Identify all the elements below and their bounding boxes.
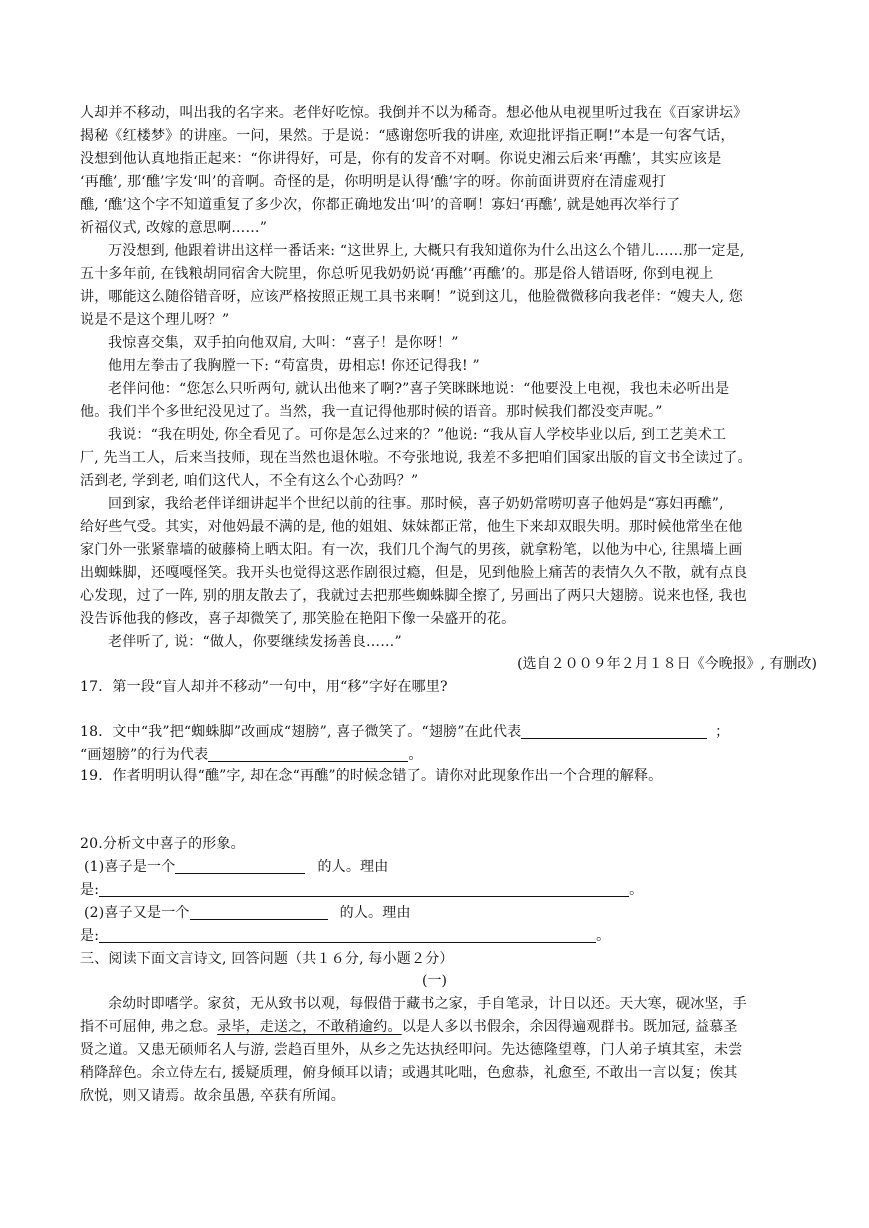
story-text-line: 心发现，过了一阵, 别的朋友散去了，我就过去把那些蜘蛛脚全擦了, 另画出了两只大翅膀。说来也怪, 我也 — [80, 588, 747, 604]
underlined-sentence: 录毕，走送之，不敢稍逾约。 — [217, 1019, 402, 1035]
story-text-line: 说是不是这个理儿呀？” — [80, 312, 230, 328]
story-text-line: 他。我们半个多世纪没见过了。当然，我一直记得他那时候的语音。那时候我们都没变声呢。” — [80, 404, 663, 420]
classical-text-line: 贤之道。又患无硕师名人与游, 尝趋百里外，从乡之先达执经叩问。先达德隆望尊，门人弟子填其室，未尝 — [80, 1042, 743, 1058]
story-text-line: ‘再醮’, 那‘醮’字发‘叫’的音啊。奇怪的是，你明明是认得‘醮’字的呀。你前面讲贾府在清虚观打 — [80, 174, 667, 190]
answer-blank-18b[interactable] — [208, 747, 408, 762]
story-text-line: 没想到他认真地指正起来：“你讲得好，可是，你有的发音不对啊。你说史湘云后来‘再醮’，其实应该是 — [80, 151, 722, 167]
question-20-1: (1)喜子是一个 的人。理由 — [84, 859, 389, 875]
story-text-line: 家门外一张紧靠墙的破藤椅上晒太阳。有一次，我们几个淘气的男孩，就拿粉笔，以他为中心, 往黑墙上画 — [80, 542, 743, 558]
story-text-line: 老伴问他：“您怎么只听两句, 就认出他来了啊?”喜子笑眯眯地说：“他要没上电视，我也未必听出是 — [108, 381, 730, 397]
story-text-line: 五十多年前, 在钱粮胡同宿舍大院里，你总听见我奶奶说‘再醮’‘再醮’的。那是俗人错语呀, 你到电视上 — [80, 266, 714, 282]
story-text-line: 给好些气受。其实，对他妈最不满的是, 他的姐姐、妹妹都正常，他生下来却双眼失明。那时候他常坐在他 — [80, 519, 743, 535]
question-18: 18．文中“我”把“蜘蛛脚”改画成“翅膀”, 喜子微笑了。“翅膀”在此代表 ； — [80, 724, 730, 740]
section-heading: 三、阅读下面文言诗文, 回答问题（共１６分, 每小题２分） — [80, 951, 454, 967]
answer-blank-20-1-reason[interactable] — [99, 882, 629, 897]
story-text-line: 老伴听了, 说：“做人，你要继续发扬善良……” — [108, 634, 402, 650]
source-citation: (选自２００９年２月１８日《今晚报》, 有删改) — [517, 656, 817, 672]
answer-blank-20-2-reason[interactable] — [99, 928, 596, 943]
question-20-2-reason: 是: 。 — [80, 928, 611, 944]
question-18-text: 18．文中“我”把“蜘蛛脚”改画成“翅膀”, 喜子微笑了。“翅膀”在此代表 — [80, 724, 522, 740]
story-text-line: 没告诉他我的修改，喜子却微笑了, 那笑脸在艳阳下像一朵盛开的花。 — [80, 611, 516, 627]
story-text-line: 厂, 先当工人，后来当技师，现在当然也退休啦。不夸张地说, 我差不多把咱们国家出版的盲文书全读过了。 — [80, 450, 752, 466]
story-text-line: 揭秘《红楼梦》的讲座。一问，果然。于是说：“感谢您听我的讲座, 欢迎批评指正啊!”本是一句客气话， — [80, 128, 735, 144]
question-20: 20.分析文中喜子的形象。 — [80, 836, 245, 852]
story-text-line: 出蜘蛛脚，还嘎嘎怪笑。我开头也觉得这恶作剧很过瘾，但是，见到他脸上痛苦的表情久久不散，就有点良 — [80, 565, 748, 581]
story-text-line: 祈福仪式, 改嫁的意思啊……” — [80, 220, 268, 236]
answer-blank-20-2[interactable] — [190, 905, 328, 920]
story-text-line: 我说：“我在明处, 你全看见了。可你是怎么过来的？”他说: “我从盲人学校毕业以后, 到工艺美术工 — [108, 427, 727, 443]
story-text-line: 醮, ‘醮’这个字不知道重复了多少次，你都正确地发出‘叫’的音啊！寡妇‘再醮’, 就是她再次举行了 — [80, 197, 681, 213]
story-text-line: 活到老, 学到老, 咱们这代人，不全有这么个心劲吗？” — [80, 473, 419, 489]
section-subheading: (一) — [422, 973, 447, 989]
question-20-1-reason: 是: 。 — [80, 882, 644, 898]
question-19: 19．作者明明认得“醮”字, 却在念“再醮”的时候念错了。请你对此现象作出一个合理的解释。 — [80, 768, 663, 784]
answer-blank-18a[interactable] — [521, 724, 707, 739]
story-text-line: 回到家，我给老伴详细讲起半个世纪以前的往事。那时候，喜子奶奶常唠叨喜子他妈是“寡妇再醮”, — [108, 496, 724, 512]
question-20-2: (2)喜子又是一个 的人。理由 — [84, 905, 411, 921]
classical-text-line: 欣悦，则又请焉。故余虽愚, 卒获有所闻。 — [80, 1088, 345, 1104]
question-17: 17．第一段“盲人却并不移动”一句中，用“移”字好在哪里? — [80, 679, 448, 695]
story-text-line: 他用左拳击了我胸膛一下: “苟富贵，毋相忘! 你还记得我! ” — [108, 358, 480, 374]
answer-blank-20-1[interactable] — [175, 859, 305, 874]
classical-text-line: 稍降辞色。余立侍左右, 援疑质理，俯身倾耳以请；或遇其叱咄，色愈恭，礼愈至, 不敢出一言以复；俟其 — [80, 1065, 738, 1081]
classical-text-line: 余幼时即嗜学。家贫，无从致书以观，每假借于藏书之家，手自笔录，计日以还。天大寒，砚冰坚，手 — [108, 996, 747, 1012]
classical-text-line: 指不可屈伸, 弗之怠。录毕，走送之，不敢稍逾约。以是人多以书假余，余因得遍观群书。既加冠, 益慕圣 — [80, 1019, 738, 1035]
question-18-part2: “画翅膀”的行为代表 。 — [80, 747, 423, 763]
story-text-line: 人却并不移动，叫出我的名字来。老伴好吃惊。我倒并不以为稀奇。想必他从电视里听过我在《百家讲坛》 — [80, 105, 748, 121]
story-text-line: 讲，哪能这么随俗错音呀，应该严格按照正规工具书来啊！”说到这儿，他脸微微移向我老伴：“嫂夫人, 您 — [80, 289, 744, 305]
story-text-line: 我惊喜交集，双手拍向他双肩, 大叫：“喜子！是你呀！” — [108, 335, 459, 351]
story-text-line: 万没想到, 他跟着讲出这样一番话来: “这世界上, 大概只有我知道你为什么出这么个错儿……那一定是, — [108, 243, 745, 259]
